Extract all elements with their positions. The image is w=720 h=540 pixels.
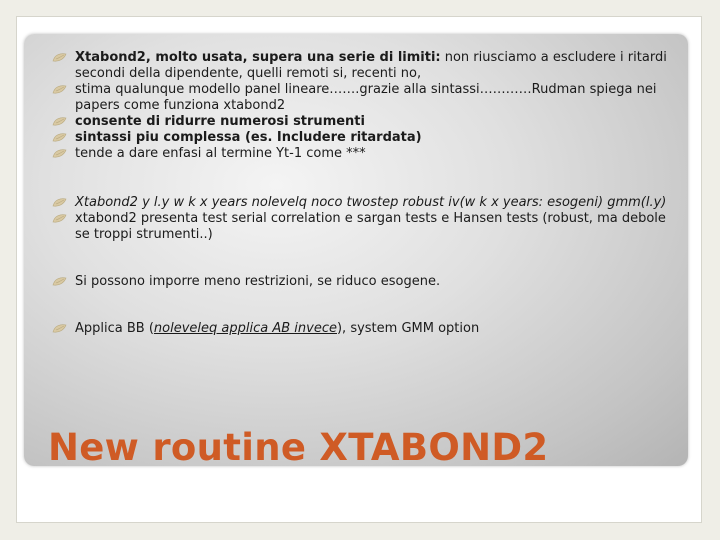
leaf-bullet-icon [52,211,68,227]
bullet-item-7 [52,211,677,243]
bullet-2-text: stima qualunque modello panel lineare…….grazie alla sintassi…………Rudman spiega nei papers come funziona xtabond2 [75,82,657,113]
bullet-9-underlined: noleveleq applica AB invece [153,321,337,336]
bullet-1-bold: Xtabond2, molto usata, supera una serie di limiti: [75,50,441,65]
leaf-bullet-icon [52,274,68,290]
leaf-bullet-icon [52,50,68,66]
bullet-item-9 [52,321,677,337]
bullet-1-text: non riusciamo a escludere i ritardi secondi della dipendente, quelli remoti si, recenti no, [75,50,667,81]
bullet-3-text: consente di ridurre numerosi strumenti [75,114,365,129]
bullet-list [52,50,677,337]
leaf-bullet-icon [52,82,68,98]
bullet-item-1 [52,50,677,82]
bullet-item-3 [52,114,677,130]
leaf-bullet-icon [52,130,68,146]
leaf-bullet-icon [52,321,68,337]
bullet-item-6 [52,195,677,211]
bullet-item-2 [52,82,677,114]
bullet-item-4 [52,130,677,146]
bullet-9-pre: Applica BB ( [75,321,154,336]
bullet-5-text: tende a dare enfasi al termine Yt-1 come *** [75,146,366,161]
leaf-bullet-icon [52,195,68,211]
bullet-6-text: Xtabond2 y l.y w k x years nolevelq noco twostep robust iv(w k x years: esogeni) gmm(l.y) [75,195,667,210]
leaf-bullet-icon [52,146,68,162]
bullet-8-text: Si possono imporre meno restrizioni, se riduco esogene. [75,274,441,289]
bullet-9-post: ), system GMM option [336,321,480,336]
bullet-item-8 [52,274,677,290]
bullet-7-text: xtabond2 presenta test serial correlation e sargan tests e Hansen tests (robust, ma debole se troppi strumenti..) [75,211,666,242]
bullet-item-5 [52,146,677,162]
leaf-bullet-icon [52,114,68,130]
bullet-4-text: sintassi piu complessa (es. Includere ritardata) [75,130,422,145]
slide-title: New routine XTABOND2 [48,426,549,469]
